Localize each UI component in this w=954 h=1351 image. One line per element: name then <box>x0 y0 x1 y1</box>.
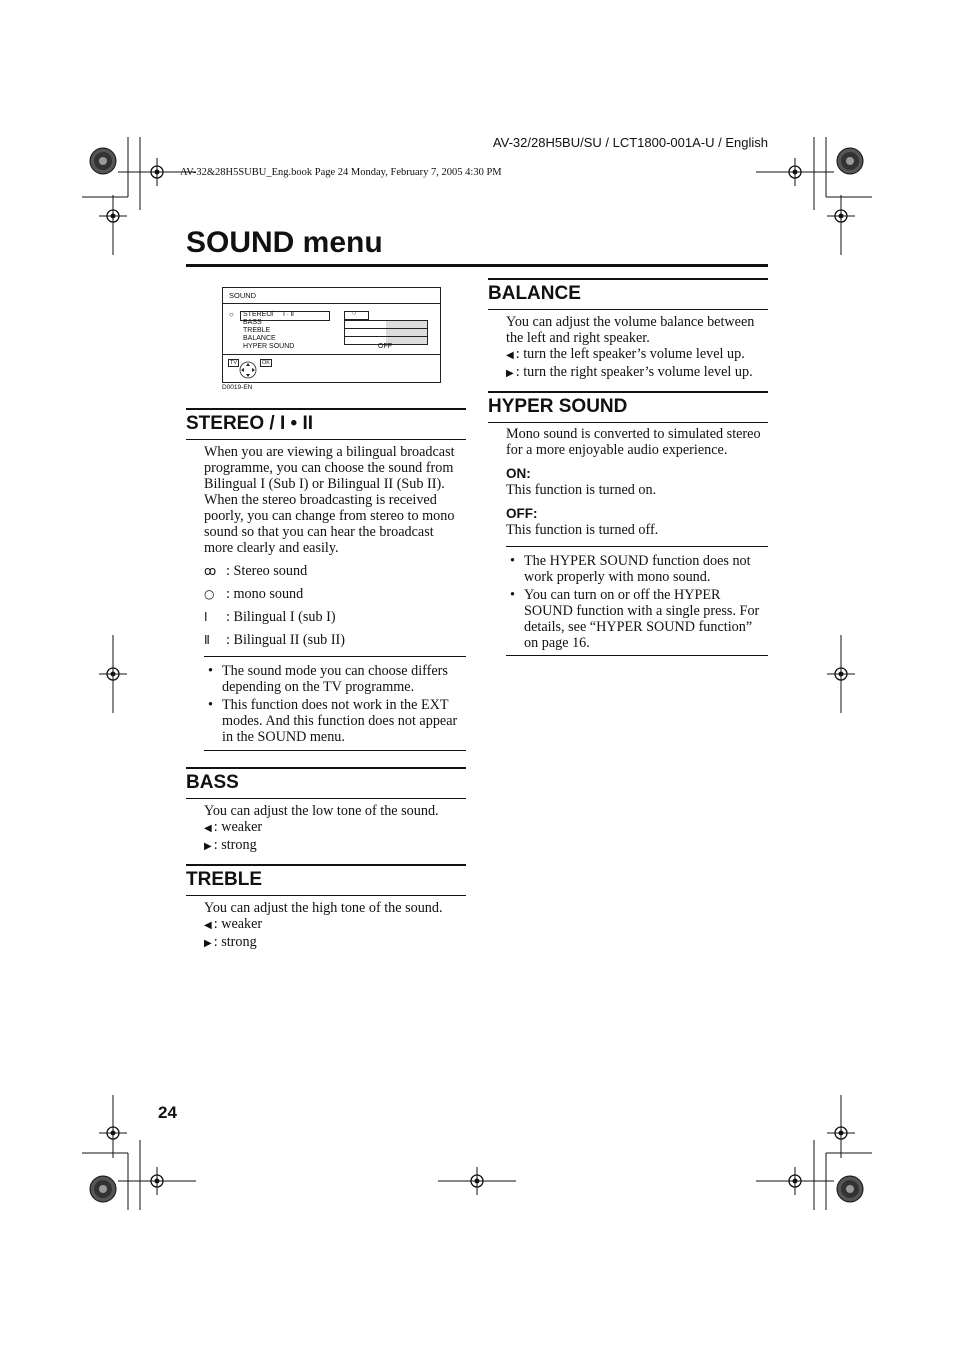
symbol-text: : Stereo sound <box>226 563 308 579</box>
mono-icon: ○ <box>229 310 234 319</box>
triangle-right-icon: ▶ <box>506 368 514 379</box>
triangle-right-icon: ▶ <box>204 938 212 949</box>
symbol-row <box>204 563 466 579</box>
bilingual-1-icon: Ⅰ <box>204 610 208 624</box>
treble-left: ◀ : weaker <box>204 916 263 932</box>
dpad-icon <box>238 360 258 380</box>
symbol-text: : Bilingual I (sub I) <box>226 609 336 625</box>
title-rule <box>186 264 768 267</box>
stereo-notes <box>204 656 466 751</box>
bass-section <box>204 803 466 855</box>
list-item: • You can turn on or off the HYPER SOUND function with a single press. For details, see “HYPER SOUND function” on page 16. <box>506 587 768 651</box>
treble-heading: TREBLE <box>186 864 466 896</box>
hyper-sound-heading: HYPER SOUND <box>488 391 768 423</box>
symbol-text: : Bilingual II (sub II) <box>226 632 345 648</box>
book-info: AV-32&28H5SUBU_Eng.book Page 24 Monday, February 7, 2005 4:30 PM <box>180 167 502 178</box>
symbol-text: : mono sound <box>226 586 304 602</box>
bass-heading: BASS <box>186 767 466 799</box>
ok-button-icon: OK <box>262 360 270 366</box>
stereo-icon: ꝏ <box>204 564 217 578</box>
hyper-sound-body: Mono sound is converted to simulated stereo for a more enjoyable audio experience. <box>506 426 761 458</box>
stereo-heading: STEREO / I • II <box>186 408 466 440</box>
list-item: • The sound mode you can choose differs depending on the TV programme. <box>204 663 466 695</box>
off-text: This function is turned off. <box>506 522 659 538</box>
off-label: OFF: <box>506 506 538 521</box>
triangle-left-icon: ◀ <box>204 823 212 834</box>
symbol-row <box>204 632 466 648</box>
screen-title: SOUND <box>229 291 257 300</box>
screen-item-stereo: STEREO/ <box>243 311 274 318</box>
balance-left: ◀ : turn the left speaker’s volume level up. <box>506 346 745 362</box>
bass-body: You can adjust the low tone of the sound. <box>204 803 439 819</box>
hyper-sound-notes <box>506 546 768 656</box>
screen-item-treble: TREBLE <box>243 327 271 334</box>
stereo-body: When you are viewing a bilingual broadcast programme, you can choose the sound from Bilingual I (Sub I) or Bilingual II (Sub II). When the stereo broadcasting is received poorly, you can change from stereo to mono sound so that you can hear the broadcast more clearly and easily. <box>204 444 455 556</box>
doc-id: AV-32/28H5BU/SU / LCT1800-001A-U / English <box>492 135 768 150</box>
on-text: This function is turned on. <box>506 482 657 498</box>
screen-item-bass: BASS <box>243 319 262 326</box>
figure-id: D0019-EN <box>222 384 253 391</box>
bilingual-2-icon: Ⅱ <box>204 633 210 647</box>
sound-menu-screen <box>222 287 441 383</box>
triangle-left-icon: ◀ <box>204 920 212 931</box>
stereo-section <box>204 444 466 648</box>
on-label: ON: <box>506 466 531 481</box>
treble-section <box>204 900 466 952</box>
page-number: 24 <box>158 1103 177 1122</box>
level-box-top <box>344 311 369 320</box>
page-title: SOUND menu <box>186 226 383 259</box>
symbol-row <box>204 609 466 625</box>
hyper-sound-section <box>506 426 768 538</box>
list-item: • The HYPER SOUND function does not work properly with mono sound. <box>506 553 768 585</box>
hyper-sound-value: OFF <box>378 343 392 350</box>
bass-right: ▶ : strong <box>204 837 257 853</box>
balance-heading: BALANCE <box>488 278 768 310</box>
symbol-row <box>204 586 466 602</box>
triangle-right-icon: ▶ <box>204 841 212 852</box>
balance-body: You can adjust the volume balance between the left and right speaker. <box>506 314 755 346</box>
screen-divider <box>223 303 440 304</box>
mono-icon: ○ <box>204 587 215 601</box>
triangle-left-icon: ◀ <box>506 350 514 361</box>
screen-item-hyper-sound: HYPER SOUND <box>243 343 295 350</box>
bass-left: ◀ : weaker <box>204 819 263 835</box>
treble-body: You can adjust the high tone of the sound. <box>204 900 443 916</box>
screen-divider <box>223 354 440 355</box>
list-item: • This function does not work in the EXT modes. And this function does not appear in the SOUND menu. <box>204 697 466 745</box>
tv-button-icon: TV <box>230 360 238 366</box>
screen-item-balance: BALANCE <box>243 335 276 342</box>
balance-right: ▶ : turn the right speaker’s volume level up. <box>506 364 753 380</box>
balance-section <box>506 314 768 382</box>
stereo-select-value: Ⅰ · Ⅱ <box>283 311 294 318</box>
mono-icon: ○ <box>352 310 357 317</box>
treble-right: ▶ : strong <box>204 934 257 950</box>
